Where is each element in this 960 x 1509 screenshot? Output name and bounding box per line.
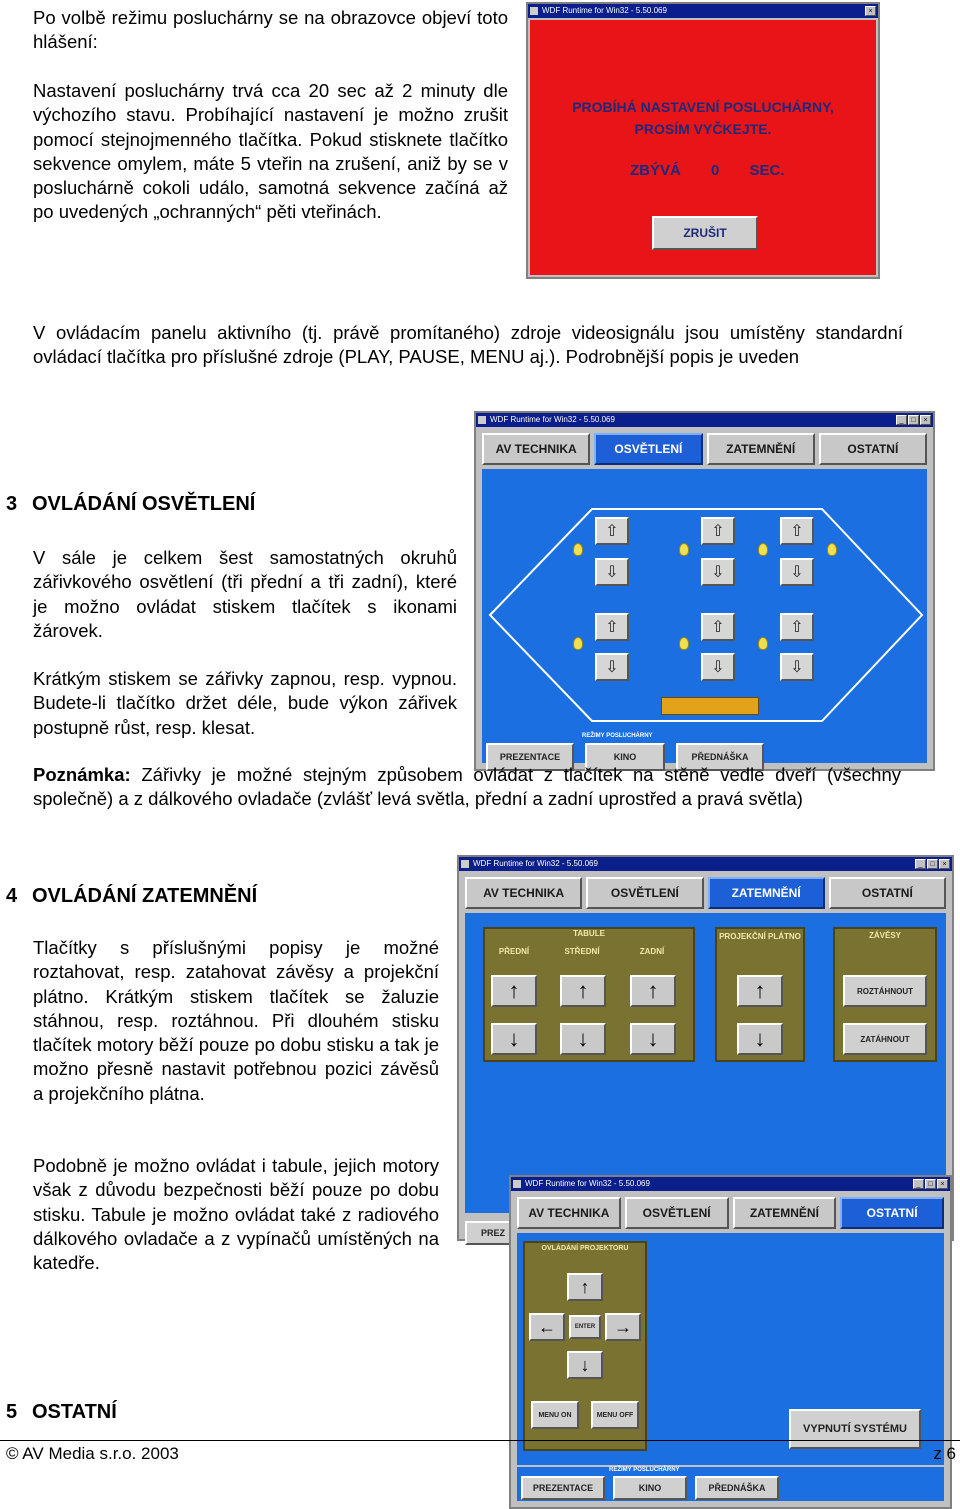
mode-prednaska-button[interactable]: PŘEDNÁŠKA [676, 743, 764, 771]
progress-line-2: PROSÍM VYČKEJTE. [634, 121, 772, 137]
projector-up-button[interactable]: ↑ [567, 1273, 603, 1301]
projector-down-button[interactable]: ↓ [567, 1351, 603, 1379]
app-icon [478, 416, 486, 424]
light-rear-center-up-button[interactable]: ⇧ [701, 613, 735, 641]
red-dialog-window [526, 2, 880, 279]
countdown [630, 162, 785, 179]
countdown-value: 0 [711, 162, 720, 179]
tab-osvetleni[interactable]: OSVĚTLENÍ [625, 1197, 729, 1229]
intro-paragraph-2: Nastavení posluchárny trvá cca 20 sec až 2 minuty dle výchozího stavu. Probíhající nastavení je možno zrušit pomocí stejnojmenného tlačítka. Pokud stisknete tlačítko sekvence omylem, máte 5 vteřin na zrušení, aniž by se v posluchárně cokoli událo, samotná sekvence začíná až po uvedených „ochranných“ pěti vteřinách. [33, 80, 508, 223]
room-outline [482, 469, 931, 733]
tab-av-technika[interactable]: AV TECHNIKA [465, 877, 582, 909]
darkening-panel [465, 913, 946, 1213]
light-bulb-icon [679, 543, 689, 556]
zavesy-roztahnout-button[interactable]: ROZTÁHNOUT [843, 975, 927, 1007]
tab-ostatni[interactable]: OSTATNÍ [829, 877, 946, 909]
tabule-col-zadni: ZADNÍ [639, 947, 665, 956]
tabule-zadni-up-button[interactable]: ↑ [630, 975, 676, 1007]
countdown-unit: SEC. [749, 162, 785, 179]
close-icon[interactable]: × [939, 859, 950, 869]
minimize-icon[interactable]: _ [913, 1179, 924, 1189]
lighting-window [474, 411, 935, 771]
section-4-paragraph-1: Tlačítky s příslušnými popisy je možné roztahovat, resp. zatahovat závěsy a projekční plátno. Krátkým stiskem tlačítek se žaluzie stáhnou, resp. roztáhnou. Při dlouhém stisku tlačítek motory běží pouze po dobu stisku a tak je možno přesně nastavit potřebnou pozici závěsů a projekčního plátna. [33, 937, 439, 1104]
projector-left-button[interactable]: ← [529, 1313, 565, 1341]
countdown-label: ZBÝVÁ [630, 162, 681, 179]
lighting-tabs [482, 433, 927, 465]
mode-prezentace-button-partial[interactable]: PREZ [465, 1221, 515, 1245]
red-dialog-body [530, 20, 876, 275]
tabule-predni-up-button[interactable]: ↑ [491, 975, 537, 1007]
lighting-title: WDF Runtime for Win32 - 5.50.069 [490, 415, 615, 424]
footer-rule [0, 1440, 960, 1441]
zavesy-zatahnout-button[interactable]: ZATÁHNOUT [843, 1023, 927, 1055]
projector-group-label: OVLÁDÁNÍ PROJEKTORU [541, 1245, 629, 1252]
light-bulb-icon [573, 637, 583, 650]
app-icon [530, 7, 538, 15]
maximize-icon[interactable]: □ [925, 1179, 936, 1189]
cancel-button[interactable]: ZRUŠIT [652, 216, 758, 250]
section-4-number: 4 [6, 885, 18, 907]
tab-zatemneni[interactable]: ZATEMNĚNÍ [733, 1197, 837, 1229]
light-rear-center-down-button[interactable]: ⇩ [701, 653, 735, 681]
other-title: WDF Runtime for Win32 - 5.50.069 [525, 1179, 650, 1188]
platno-up-button[interactable]: ↑ [737, 975, 783, 1007]
projector-menu-off-button[interactable]: MENU OFF [591, 1401, 639, 1429]
maximize-icon[interactable]: □ [927, 859, 938, 869]
light-rear-right-up-button[interactable]: ⇧ [780, 613, 814, 641]
darkening-titlebar [459, 857, 952, 871]
light-front-left-up-button[interactable]: ⇧ [595, 517, 629, 545]
section-5-number: 5 [6, 1401, 18, 1423]
platno-down-button[interactable]: ↓ [737, 1023, 783, 1055]
light-bulb-icon [573, 543, 583, 556]
light-front-left-down-button[interactable]: ⇩ [595, 558, 629, 586]
light-bulb-icon [679, 637, 689, 650]
section-3-paragraph-1: V sále je celkem šest samostatných okruhů zářivkového osvětlení (tři přední a tři zadní), které je možno ovládat stiskem tlačítek s ikonami žárovek. [33, 547, 457, 641]
lighting-panel [482, 469, 927, 733]
footer-page: z 6 [933, 1444, 956, 1463]
other-modes-bar [517, 1467, 944, 1501]
intro-paragraph-1: Po volbě režimu posluchárny se na obrazovce objeví toto hlášení: [33, 7, 508, 53]
section-3-note [33, 763, 901, 812]
tab-zatemneni[interactable]: ZATEMNĚNÍ [708, 877, 825, 909]
tab-osvetleni[interactable]: OSVĚTLENÍ [586, 877, 703, 909]
red-dialog-title: WDF Runtime for Win32 - 5.50.069 [542, 6, 667, 15]
section-5-title: OSTATNÍ [32, 1401, 117, 1423]
darkening-title: WDF Runtime for Win32 - 5.50.069 [473, 859, 598, 868]
light-bulb-icon [758, 543, 768, 556]
projector-enter-button[interactable]: ENTER [569, 1315, 601, 1339]
section-4-heading [6, 885, 257, 908]
minimize-icon[interactable]: _ [896, 415, 907, 425]
app-icon [461, 860, 469, 868]
close-icon[interactable]: × [865, 6, 876, 16]
close-icon[interactable]: × [920, 415, 931, 425]
mode-prezentace-button[interactable]: PREZENTACE [521, 1476, 605, 1500]
zavesy-group-label: ZÁVĚSY [868, 931, 901, 940]
light-front-center-down-button[interactable]: ⇩ [701, 558, 735, 586]
section-3-number: 3 [6, 493, 18, 515]
shutdown-button[interactable]: VYPNUTÍ SYSTÉMU [789, 1409, 921, 1449]
tab-ostatni[interactable]: OSTATNÍ [840, 1197, 944, 1229]
footer-copyright: © AV Media s.r.o. 2003 [6, 1444, 179, 1463]
tab-zatemneni[interactable]: ZATEMNĚNÍ [707, 433, 815, 465]
light-front-right-down-button[interactable]: ⇩ [780, 558, 814, 586]
tabule-col-predni: PŘEDNÍ [498, 947, 530, 956]
platno-group-label: PROJEKČNÍ PLÁTNO [719, 932, 801, 941]
modes-label: REŽIMY POSLUCHÁRNY [609, 1467, 680, 1473]
section-3-title: OVLÁDÁNÍ OSVĚTLENÍ [32, 493, 256, 515]
light-front-center-up-button[interactable]: ⇧ [701, 517, 735, 545]
modes-label: REŽIMY POSLUCHÁRNY [582, 733, 653, 739]
mode-prezentace-button[interactable]: PREZENTACE [486, 743, 574, 771]
lighting-body [478, 429, 931, 767]
intro-paragraph-3: V ovládacím panelu aktivního (tj. právě promítaného) zdroje videosignálu jsou umístěny standardní ovládací tlačítka pro příslušné zdroje (PLAY, PAUSE, MENU aj.). Podrobnější popis je uveden [33, 322, 903, 368]
section-4-paragraph-2: Podobně je možno ovládat i tabule, jejich motory však z důvodu bezpečnosti běží pouze po dobu stisku. Tabule je možno ovládat také z radiového dálkového ovladače a z vypínačů umístěných na katedře. [33, 1155, 439, 1274]
lighting-titlebar [476, 413, 933, 427]
other-body [513, 1193, 948, 1505]
mode-prednaska-button[interactable]: PŘEDNÁŠKA [695, 1476, 779, 1500]
progress-message [530, 96, 876, 140]
tabule-group-label: TABULE [573, 929, 605, 938]
tab-av-technika[interactable]: AV TECHNIKA [517, 1197, 621, 1229]
section-3-paragraph-2: Krátkým stiskem se zářivky zapnou, resp. vypnou. Budete-li tlačítko držet déle, bude výkon zářivek postupně růst, resp. klesat. [33, 668, 457, 738]
light-bulb-icon [827, 543, 837, 556]
light-front-right-up-button[interactable]: ⇧ [780, 517, 814, 545]
darkening-tabs [465, 877, 946, 909]
lectern-indicator [661, 697, 759, 715]
other-titlebar [511, 1177, 950, 1191]
other-window [509, 1175, 952, 1509]
minimize-icon[interactable]: _ [915, 859, 926, 869]
light-bulb-icon [758, 637, 768, 650]
other-panel [517, 1233, 944, 1465]
modes-bar [482, 733, 927, 763]
section-5-heading [6, 1401, 117, 1424]
progress-line-1: PROBÍHÁ NASTAVENÍ POSLUCHÁRNY, [572, 99, 834, 115]
note-text: Zářivky je možné stejným způsobem ovládat z tlačítek na stěně vedle dveří (všechny společně) a z dálkového ovladače (zvlášť levá světla, přední a zadní uprostřed a pravá světla) [33, 764, 901, 810]
red-dialog-titlebar [528, 4, 878, 18]
app-icon [513, 1180, 521, 1188]
tabule-zadni-down-button[interactable]: ↓ [630, 1023, 676, 1055]
light-rear-left-up-button[interactable]: ⇧ [595, 613, 629, 641]
tabule-stredni-down-button[interactable]: ↓ [560, 1023, 606, 1055]
tab-osvetleni[interactable]: OSVĚTLENÍ [594, 433, 702, 465]
mode-kino-button[interactable]: KINO [585, 743, 665, 771]
maximize-icon[interactable]: □ [908, 415, 919, 425]
section-4-title: OVLÁDÁNÍ ZATEMNĚNÍ [32, 885, 258, 907]
section-3-heading [6, 493, 255, 516]
mode-kino-button[interactable]: KINO [613, 1476, 687, 1500]
tab-av-technika[interactable]: AV TECHNIKA [482, 433, 590, 465]
note-label: Poznámka: [33, 764, 131, 785]
tabule-stredni-up-button[interactable]: ↑ [560, 975, 606, 1007]
projector-right-button[interactable]: → [605, 1313, 641, 1341]
light-rear-right-down-button[interactable]: ⇩ [780, 653, 814, 681]
tabule-col-stredni: STŘEDNÍ [564, 947, 600, 956]
light-rear-left-down-button[interactable]: ⇩ [595, 653, 629, 681]
tabule-predni-down-button[interactable]: ↓ [491, 1023, 537, 1055]
tab-ostatni[interactable]: OSTATNÍ [819, 433, 927, 465]
close-icon[interactable]: × [937, 1179, 948, 1189]
projector-menu-on-button[interactable]: MENU ON [531, 1401, 579, 1429]
other-tabs [517, 1197, 944, 1229]
